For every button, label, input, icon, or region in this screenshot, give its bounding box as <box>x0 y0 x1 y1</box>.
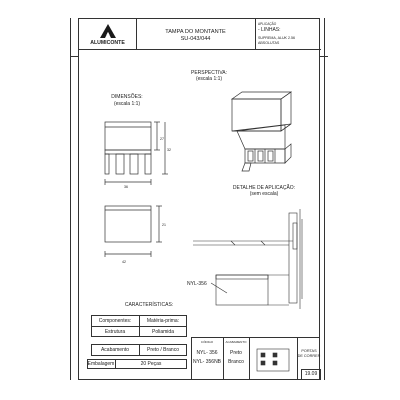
col-componentes: Componentes: <box>98 318 132 324</box>
perspectiva-label: PERSPECTIVA: <box>190 70 228 76</box>
finish-row-2: Branco <box>228 359 244 365</box>
part-title: TAMPA DO MONTANTE <box>165 29 226 35</box>
portas-line-2: DE CORRER <box>297 354 321 358</box>
dim-width-bottom: 42 <box>122 260 126 264</box>
dim-height-c: 21 <box>162 223 166 227</box>
code-row-2: NYL- 356NB <box>192 359 222 365</box>
col-materia-prima: Matéria-prima: <box>146 318 180 324</box>
margin-tick <box>70 56 78 57</box>
detalhe-label: DETALHE DE APLICAÇÃO: <box>232 185 296 191</box>
col-codigo: CÓDIGO <box>200 340 214 344</box>
left-margin-line <box>70 18 71 380</box>
right-margin-line <box>324 18 325 380</box>
aplicacao-label: APLICAÇÃO <box>258 22 277 26</box>
callout-nyl356: NYL-356 <box>187 281 207 287</box>
dimensoes-scale: (escala 1:1) <box>113 101 141 107</box>
acabamento-value: Preto / Branco <box>147 347 179 353</box>
linhas-value: SUPREMA, ALUK 2.56 <box>258 36 295 40</box>
dimensoes-label: DIMENSÕES: <box>111 94 143 100</box>
detalhe-scale: (sem escala) <box>249 191 279 197</box>
perspective-view <box>227 89 297 184</box>
profile-icon <box>251 345 295 375</box>
finish-row-1: Preto <box>230 350 242 356</box>
dim-height-b: 32 <box>167 148 171 152</box>
alumiconte-logo <box>100 24 116 38</box>
linhas-label: - LINHAS: <box>258 27 281 33</box>
portas-line-1: PORTAS <box>301 349 317 353</box>
application-detail <box>191 209 316 309</box>
divider <box>255 19 256 50</box>
part-code: SU-043/044 <box>180 36 211 42</box>
code-row-1: NYL- 356 <box>196 350 218 356</box>
embalagem-value: 20 Peças <box>140 361 162 367</box>
top-view <box>99 206 169 261</box>
acabamento-label: Acabamento <box>100 347 130 353</box>
col-acabamento: ACABAMENTO <box>225 340 247 344</box>
linhas-value-2: ABSOLUTAS <box>258 41 280 45</box>
perspectiva-scale: (escala 1:1) <box>195 76 223 82</box>
revision-date: 19.09 <box>304 371 318 377</box>
front-view <box>99 122 169 197</box>
drawing-sheet <box>78 18 320 380</box>
caracteristicas-title: CARACTERÍSTICAS: <box>124 302 174 308</box>
dim-height-a: 27 <box>160 137 164 141</box>
dim-width-top: 36 <box>124 185 128 189</box>
brand-name: ALUMICONTE <box>90 40 125 46</box>
margin-tick <box>320 56 328 57</box>
embalagem-label: Embalagem <box>87 361 115 367</box>
cell-poliamida: Poliamida <box>152 329 174 335</box>
cell-estrutura: Estrutura <box>104 329 126 335</box>
divider <box>249 337 250 380</box>
